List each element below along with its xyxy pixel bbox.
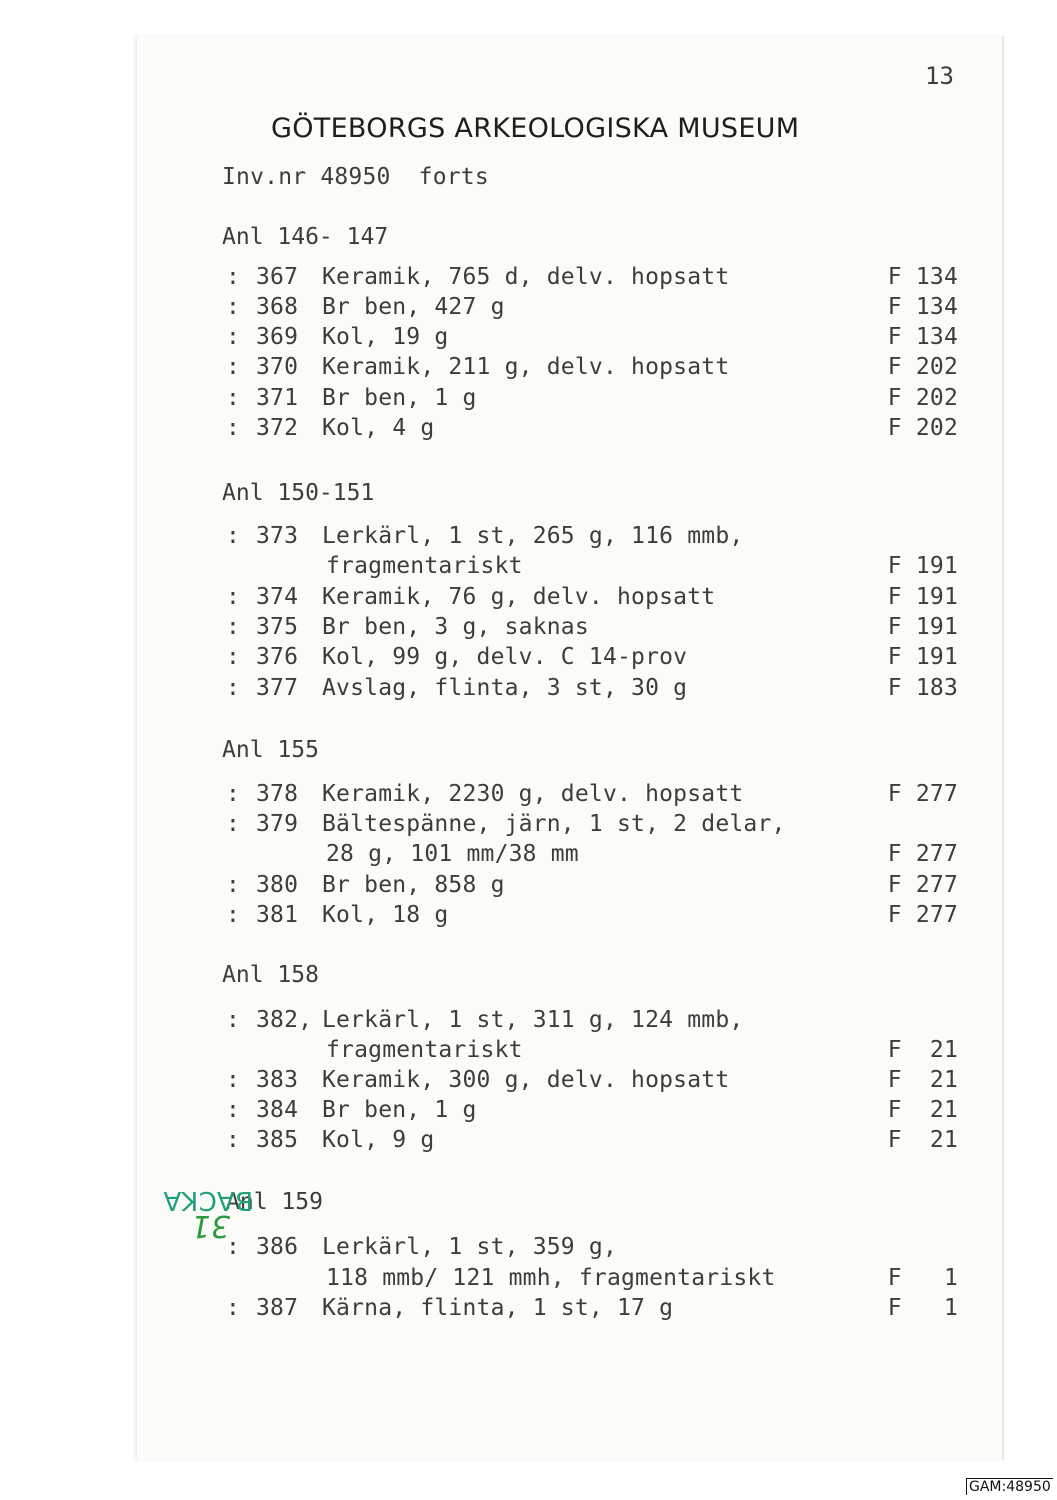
item-ref: F 21 [887,1037,958,1063]
item-description: Keramik, 76 g, delv. hopsatt [322,584,716,610]
list-item: : 375 Br ben, 3 g, saknas F 191 [226,614,958,640]
list-item: : 373 Lerkärl, 1 st, 265 g, 116 mmb, [226,523,744,549]
item-description-cont: 28 g, 101 mm/38 mm [326,841,579,867]
item-ref: F 1 [887,1265,958,1291]
item-number: 385 [256,1127,299,1153]
item-ref: F 202 [887,415,958,441]
section-heading: Anl 158 [222,962,319,988]
item-number: 383 [256,1067,299,1093]
item-description: Lerkärl, 1 st, 359 g, [322,1234,617,1260]
item-number: 381 [256,902,299,928]
list-item: : 374 Keramik, 76 g, delv. hopsatt F 191 [226,584,958,610]
item-description: Keramik, 300 g, delv. hopsatt [322,1067,730,1093]
list-item: : 367 Keramik, 765 d, delv. hopsatt F 134 [226,264,958,290]
backa-stamp [162,1170,254,1315]
item-ref: F 277 [887,872,958,898]
list-item: : 381 Kol, 18 g F 277 [226,902,958,928]
item-ref: F 134 [887,264,958,290]
item-description: Avslag, flinta, 3 st, 30 g [322,675,688,701]
item-number: 384 [256,1097,299,1123]
list-item-continuation [226,841,966,871]
list-item: : 372 Kol, 4 g F 202 [226,415,958,441]
item-description: Br ben, 3 g, saknas [322,614,589,640]
item-ref: F 134 [887,294,958,320]
item-number: 378 [256,781,299,807]
inventory-number: Inv.nr 48950 forts [222,164,489,190]
stamp-word: BACKA [162,1184,254,1215]
list-item: : 386 Lerkärl, 1 st, 359 g, [226,1234,617,1260]
item-number: 379 [256,811,299,837]
list-item: : 376 Kol, 99 g, delv. C 14-prov F 191 [226,644,958,670]
item-description: Kol, 4 g [322,415,435,441]
item-description-cont: 118 mmb/ 121 mmh, fragmentariskt [326,1265,776,1291]
museum-title: GÖTEBORGS ARKEOLOGISKA MUSEUM [271,113,800,144]
item-description: Br ben, 427 g [322,294,505,320]
item-description: Kol, 9 g [322,1127,435,1153]
list-item: : 385 Kol, 9 g F 21 [226,1127,958,1153]
item-number: 367 [256,264,299,290]
list-item: : 377 Avslag, flinta, 3 st, 30 g F 183 [226,675,958,701]
list-item: : 379 Bältespänne, järn, 1 st, 2 delar, [226,811,786,837]
item-description: Bältespänne, järn, 1 st, 2 delar, [322,811,786,837]
list-item-continuation [226,553,966,583]
item-description: Keramik, 211 g, delv. hopsatt [322,354,730,380]
item-ref: F 1 [887,1295,958,1321]
item-ref: F 191 [887,553,958,579]
item-number: 386 [256,1234,299,1260]
item-number: 369 [256,324,299,350]
list-item: : 387 Kärna, flinta, 1 st, 17 g F 1 [226,1295,958,1321]
list-item: : 378 Keramik, 2230 g, delv. hopsatt F 277 [226,781,958,807]
item-ref: F 191 [887,584,958,610]
item-description: Kol, 19 g [322,324,449,350]
item-number: 382, [256,1007,313,1033]
item-number: 368 [256,294,299,320]
item-number: 375 [256,614,299,640]
item-ref: F 21 [887,1067,958,1093]
list-item-continuation [226,1037,966,1067]
item-number: 374 [256,584,299,610]
item-description: Keramik, 765 d, delv. hopsatt [322,264,730,290]
section-heading: Anl 146- 147 [222,224,389,250]
list-item-continuation [226,1265,966,1295]
item-ref: F 191 [887,644,958,670]
item-description: Br ben, 858 g [322,872,505,898]
section-heading: Anl 159 [226,1189,323,1215]
item-description: Kol, 99 g, delv. C 14-prov [322,644,688,670]
archive-id: GAM:48950 [966,1478,1053,1495]
item-description: Br ben, 1 g [322,1097,477,1123]
item-number: 370 [256,354,299,380]
item-number: 387 [256,1295,299,1321]
list-item: : 370 Keramik, 211 g, delv. hopsatt F 202 [226,354,958,380]
item-ref: F 202 [887,354,958,380]
item-number: 371 [256,385,299,411]
item-number: 377 [256,675,299,701]
item-description: Br ben, 1 g [322,385,477,411]
item-ref: F 191 [887,614,958,640]
item-ref: F 277 [887,781,958,807]
list-item: : 384 Br ben, 1 g F 21 [226,1097,958,1123]
list-item: : 369 Kol, 19 g F 134 [226,324,958,350]
page-number: 13 [925,62,954,90]
item-number: 376 [256,644,299,670]
item-description: Lerkärl, 1 st, 265 g, 116 mmb, [322,523,744,549]
item-number: 372 [256,415,299,441]
item-ref: F 277 [887,902,958,928]
list-item: : 383 Keramik, 300 g, delv. hopsatt F 21 [226,1067,958,1093]
list-item: : 380 Br ben, 858 g F 277 [226,872,958,898]
list-item: : 371 Br ben, 1 g F 202 [226,385,958,411]
item-ref: F 183 [887,675,958,701]
item-ref: F 277 [887,841,958,867]
item-description: Lerkärl, 1 st, 311 g, 124 mmb, [322,1007,744,1033]
section-heading: Anl 150-151 [222,480,375,506]
stamp-number: 31 [190,1207,231,1243]
item-ref: F 21 [887,1097,958,1123]
item-description-cont: fragmentariskt [326,553,523,579]
list-item: : 382, Lerkärl, 1 st, 311 g, 124 mmb, [226,1007,744,1033]
item-description: Kärna, flinta, 1 st, 17 g [322,1295,674,1321]
item-description: Kol, 18 g [322,902,449,928]
item-ref: F 202 [887,385,958,411]
list-item: : 368 Br ben, 427 g F 134 [226,294,958,320]
item-description: Keramik, 2230 g, delv. hopsatt [322,781,744,807]
item-ref: F 21 [887,1127,958,1153]
item-ref: F 134 [887,324,958,350]
item-number: 373 [256,523,299,549]
item-description-cont: fragmentariskt [326,1037,523,1063]
item-number: 380 [256,872,299,898]
section-heading: Anl 155 [222,737,319,763]
